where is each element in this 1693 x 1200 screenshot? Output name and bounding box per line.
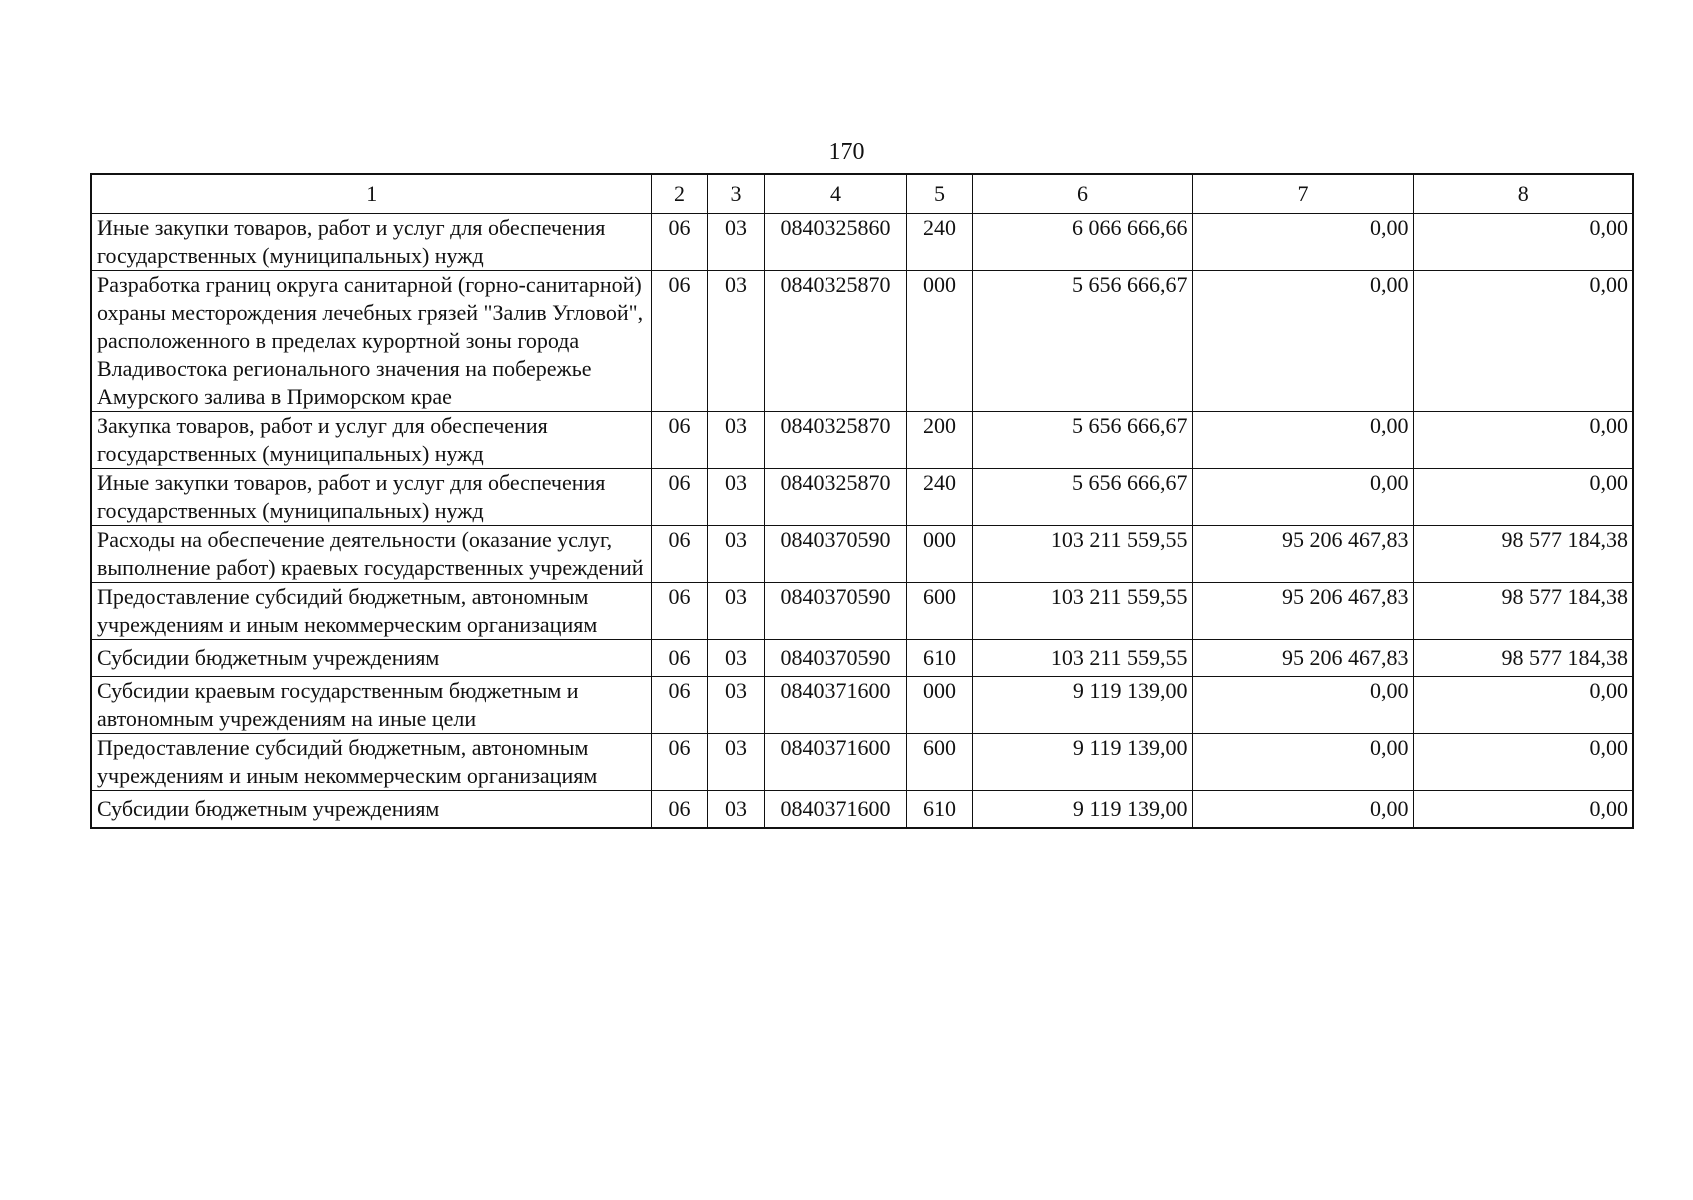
target-article-code: 0840371600	[764, 677, 906, 734]
header-row	[91, 174, 1633, 214]
target-article-code: 0840370590	[764, 526, 906, 583]
amount-col8: 98 577 184,38	[1413, 583, 1633, 640]
amount-col8: 98 577 184,38	[1413, 640, 1633, 677]
amount-col6: 103 211 559,55	[972, 640, 1192, 677]
subsection-code: 03	[707, 583, 764, 640]
amount-col6: 5 656 666,67	[972, 469, 1192, 526]
row-name: Расходы на обеспечение деятельности (оказание услуг, выполнение работ) краевых государственных учреждений	[91, 526, 651, 583]
column-header: 6	[972, 174, 1192, 214]
table-row	[91, 734, 1633, 791]
amount-col8: 98 577 184,38	[1413, 526, 1633, 583]
subsection-code: 03	[707, 791, 764, 829]
section-code: 06	[651, 469, 707, 526]
row-name: Иные закупки товаров, работ и услуг для обеспечения государственных (муниципальных) нужд	[91, 214, 651, 271]
expense-type-code: 000	[906, 526, 972, 583]
amount-col6: 9 119 139,00	[972, 677, 1192, 734]
column-header: 7	[1192, 174, 1413, 214]
expense-type-code: 600	[906, 734, 972, 791]
column-header: 3	[707, 174, 764, 214]
column-header: 8	[1413, 174, 1633, 214]
subsection-code: 03	[707, 640, 764, 677]
expense-type-code: 610	[906, 640, 972, 677]
amount-col6: 9 119 139,00	[972, 791, 1192, 829]
amount-col7: 95 206 467,83	[1192, 583, 1413, 640]
row-name: Субсидии бюджетным учреждениям	[91, 791, 651, 829]
amount-col6: 5 656 666,67	[972, 412, 1192, 469]
row-name: Иные закупки товаров, работ и услуг для обеспечения государственных (муниципальных) нужд	[91, 469, 651, 526]
column-header: 4	[764, 174, 906, 214]
expense-type-code: 600	[906, 583, 972, 640]
section-code: 06	[651, 412, 707, 469]
budget-table	[90, 173, 1634, 829]
amount-col6: 6 066 666,66	[972, 214, 1192, 271]
table-row	[91, 583, 1633, 640]
amount-col7: 0,00	[1192, 677, 1413, 734]
amount-col7: 95 206 467,83	[1192, 526, 1413, 583]
target-article-code: 0840370590	[764, 640, 906, 677]
expense-type-code: 610	[906, 791, 972, 829]
section-code: 06	[651, 214, 707, 271]
target-article-code: 0840370590	[764, 583, 906, 640]
amount-col7: 0,00	[1192, 412, 1413, 469]
expense-type-code: 000	[906, 271, 972, 412]
page-number: 170	[828, 139, 865, 165]
amount-col8: 0,00	[1413, 734, 1633, 791]
section-code: 06	[651, 526, 707, 583]
amount-col7: 0,00	[1192, 791, 1413, 829]
amount-col7: 0,00	[1192, 271, 1413, 412]
target-article-code: 0840371600	[764, 734, 906, 791]
table-row	[91, 640, 1633, 677]
subsection-code: 03	[707, 526, 764, 583]
column-header: 1	[91, 174, 651, 214]
expense-type-code: 000	[906, 677, 972, 734]
target-article-code: 0840325870	[764, 271, 906, 412]
table-row	[91, 271, 1633, 412]
row-name: Разработка границ округа санитарной (горно-санитарной) охраны месторождения лечебных грязей "Залив Угловой", расположенного в пределах курортной зоны города Владивостока регионального значения на побережье Амурского залива в Приморском крае	[91, 271, 651, 412]
amount-col7: 95 206 467,83	[1192, 640, 1413, 677]
table-row	[91, 412, 1633, 469]
expense-type-code: 200	[906, 412, 972, 469]
amount-col8: 0,00	[1413, 214, 1633, 271]
expense-type-code: 240	[906, 469, 972, 526]
amount-col6: 9 119 139,00	[972, 734, 1192, 791]
row-name: Предоставление субсидий бюджетным, автономным учреждениям и иным некоммерческим организациям	[91, 734, 651, 791]
amount-col6: 5 656 666,67	[972, 271, 1192, 412]
amount-col6: 103 211 559,55	[972, 583, 1192, 640]
row-name: Закупка товаров, работ и услуг для обеспечения государственных (муниципальных) нужд	[91, 412, 651, 469]
section-code: 06	[651, 677, 707, 734]
row-name: Субсидии бюджетным учреждениям	[91, 640, 651, 677]
table-row	[91, 214, 1633, 271]
target-article-code: 0840325870	[764, 469, 906, 526]
table-row	[91, 677, 1633, 734]
amount-col8: 0,00	[1413, 412, 1633, 469]
row-name: Предоставление субсидий бюджетным, автономным учреждениям и иным некоммерческим организациям	[91, 583, 651, 640]
section-code: 06	[651, 734, 707, 791]
column-header: 2	[651, 174, 707, 214]
table-row	[91, 791, 1633, 829]
section-code: 06	[651, 791, 707, 829]
amount-col7: 0,00	[1192, 734, 1413, 791]
amount-col6: 103 211 559,55	[972, 526, 1192, 583]
table-row	[91, 526, 1633, 583]
table-row	[91, 469, 1633, 526]
section-code: 06	[651, 640, 707, 677]
target-article-code: 0840371600	[764, 791, 906, 829]
subsection-code: 03	[707, 214, 764, 271]
amount-col8: 0,00	[1413, 469, 1633, 526]
amount-col8: 0,00	[1413, 677, 1633, 734]
subsection-code: 03	[707, 734, 764, 791]
expense-type-code: 240	[906, 214, 972, 271]
column-header: 5	[906, 174, 972, 214]
amount-col8: 0,00	[1413, 271, 1633, 412]
subsection-code: 03	[707, 412, 764, 469]
amount-col7: 0,00	[1192, 469, 1413, 526]
section-code: 06	[651, 271, 707, 412]
target-article-code: 0840325870	[764, 412, 906, 469]
target-article-code: 0840325860	[764, 214, 906, 271]
amount-col8: 0,00	[1413, 791, 1633, 829]
amount-col7: 0,00	[1192, 214, 1413, 271]
section-code: 06	[651, 583, 707, 640]
subsection-code: 03	[707, 271, 764, 412]
subsection-code: 03	[707, 677, 764, 734]
row-name: Субсидии краевым государственным бюджетным и автономным учреждениям на иные цели	[91, 677, 651, 734]
subsection-code: 03	[707, 469, 764, 526]
